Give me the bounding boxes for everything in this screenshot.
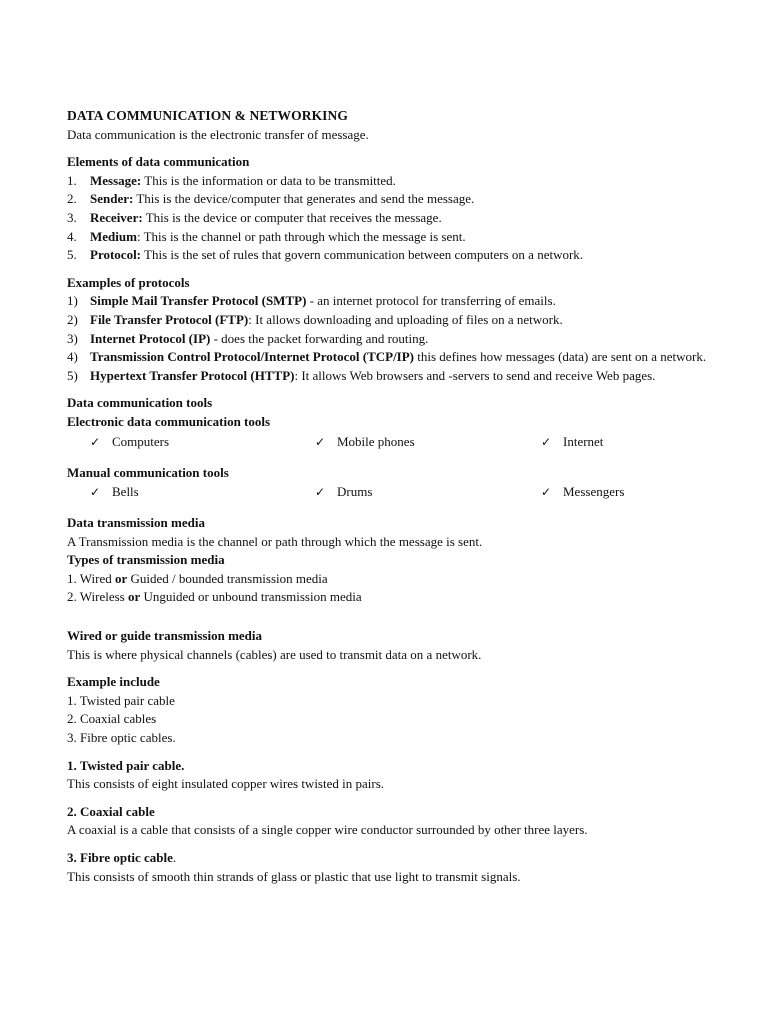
check-icon: ✓ [315,434,326,449]
list-number: 3. [67,209,77,225]
term-description: - an internet protocol for transferring of emails. [306,293,556,309]
list-item [67,330,707,349]
term-label: Hypertext Transfer Protocol (HTTP) [90,367,295,383]
term-label: Simple Mail Transfer Protocol (SMTP) [90,293,307,309]
term-description: - does the packet forwarding and routing. [210,330,429,346]
list-number: 2. [67,191,77,207]
term-label: Medium [90,228,137,244]
term-description: : It allows downloading and uploading of files on a network. [248,311,563,327]
term-label: Message: [90,172,142,188]
elements-heading: Elements of data communication [67,154,250,170]
tool-label: Bells [112,484,139,500]
tool-label: Computers [112,433,170,449]
list-item [67,570,707,589]
term-description: : It allows Web browsers and -servers to send and receive Web pages. [294,367,656,383]
term-label: Transmission Control Protocol/Internet Protocol (TCP/IP) [90,349,415,365]
check-icon: ✓ [90,485,101,500]
wired-text: This is where physical channels (cables) are used to transmit data on a network. [67,646,482,662]
term-description: this defines how messages (data) are sent on a network. [414,349,707,365]
cable-heading [67,803,707,822]
tool-label: Mobile phones [337,433,415,449]
list-item [67,292,707,311]
list-item [67,311,707,330]
list-number: 5) [67,367,78,383]
list-item [90,483,139,502]
check-icon: ✓ [541,434,552,449]
check-icon: ✓ [315,485,326,500]
manual-tools-heading: Manual communication tools [67,464,229,480]
check-icon: ✓ [541,485,552,500]
list-item [67,190,707,209]
heading-suffix: . [172,850,177,865]
list-item [315,483,372,502]
protocols-heading: Examples of protocols [67,274,190,290]
list-item [67,246,707,265]
list-item [541,433,603,452]
list-item [315,433,415,452]
cable-heading-label: 1. Twisted pair cable. [67,757,185,773]
term-label: Receiver: [90,209,143,225]
cable-heading [67,757,707,776]
cable-heading-label: 2. Coaxial cable [67,803,155,819]
protocols-list [67,292,707,385]
electronic-tools-list [67,433,707,455]
tool-label: Drums [337,484,373,500]
check-icon: ✓ [90,434,101,449]
cable-text: A coaxial is a cable that consists of a single copper wire conductor surrounded by other three layers. [67,822,588,838]
wired-heading: Wired or guide transmission media [67,628,263,644]
term-description: This is the device/computer that generates and send the message. [133,191,475,207]
examples-heading: Example include [67,674,160,690]
list-item [541,483,624,502]
list-number: 1. [67,172,77,188]
term-description: This is the set of rules that govern communication between computers on a network. [141,247,584,263]
list-number: 2) [67,311,78,327]
page-title: DATA COMMUNICATION & NETWORKING [67,108,348,123]
type-text: 1. Wired [67,570,115,586]
term-label: Protocol: [90,247,142,263]
document-content [67,107,707,886]
term-description: : This is the channel or path through which the message is sent. [136,228,466,244]
cable-heading-label: 3. Fibre optic cable [67,850,173,865]
type-connector: or [127,589,141,605]
list-item [67,367,707,386]
list-number: 5. [67,247,77,263]
list-item [67,588,707,607]
list-item [90,433,169,452]
list-item [67,209,707,228]
tools-heading: Data communication tools [67,395,213,411]
tool-label: Messengers [563,484,625,500]
electronic-tools-heading: Electronic data communication tools [67,413,271,429]
list-number: 3) [67,330,78,346]
list-item [67,228,707,247]
type-text: 2. Wireless [67,589,128,605]
list-number: 4) [67,349,78,365]
cable-heading [67,849,707,868]
term-label: Sender: [90,191,134,207]
term-description: This is the information or data to be transmitted. [141,172,396,188]
cable-text: This consists of smooth thin strands of glass or plastic that use light to transmit signals. [67,868,521,884]
term-description: This is the device or computer that receives the message. [142,209,442,225]
type-text: Unguided or unbound transmission media [140,589,362,605]
list-item: 2. Coaxial cables [67,711,157,727]
term-label: File Transfer Protocol (FTP) [90,311,249,327]
cable-text: This consists of eight insulated copper wires twisted in pairs. [67,776,385,792]
list-item [67,172,707,191]
media-types-heading: Types of transmission media [67,552,225,568]
list-number: 1) [67,293,78,309]
list-item [67,348,707,367]
tool-label: Internet [563,433,604,449]
list-number: 4. [67,228,77,244]
list-item: 3. Fibre optic cables. [67,730,176,746]
media-heading: Data transmission media [67,515,205,531]
manual-tools-list [67,483,707,505]
type-connector: or [114,570,128,586]
media-text: A Transmission media is the channel or path through which the message is sent. [67,533,483,549]
type-text: Guided / bounded transmission media [127,570,328,586]
list-item: 1. Twisted pair cable [67,692,175,708]
intro-text: Data communication is the electronic transfer of message. [67,126,369,142]
term-label: Internet Protocol (IP) [90,330,211,346]
elements-list [67,172,707,265]
